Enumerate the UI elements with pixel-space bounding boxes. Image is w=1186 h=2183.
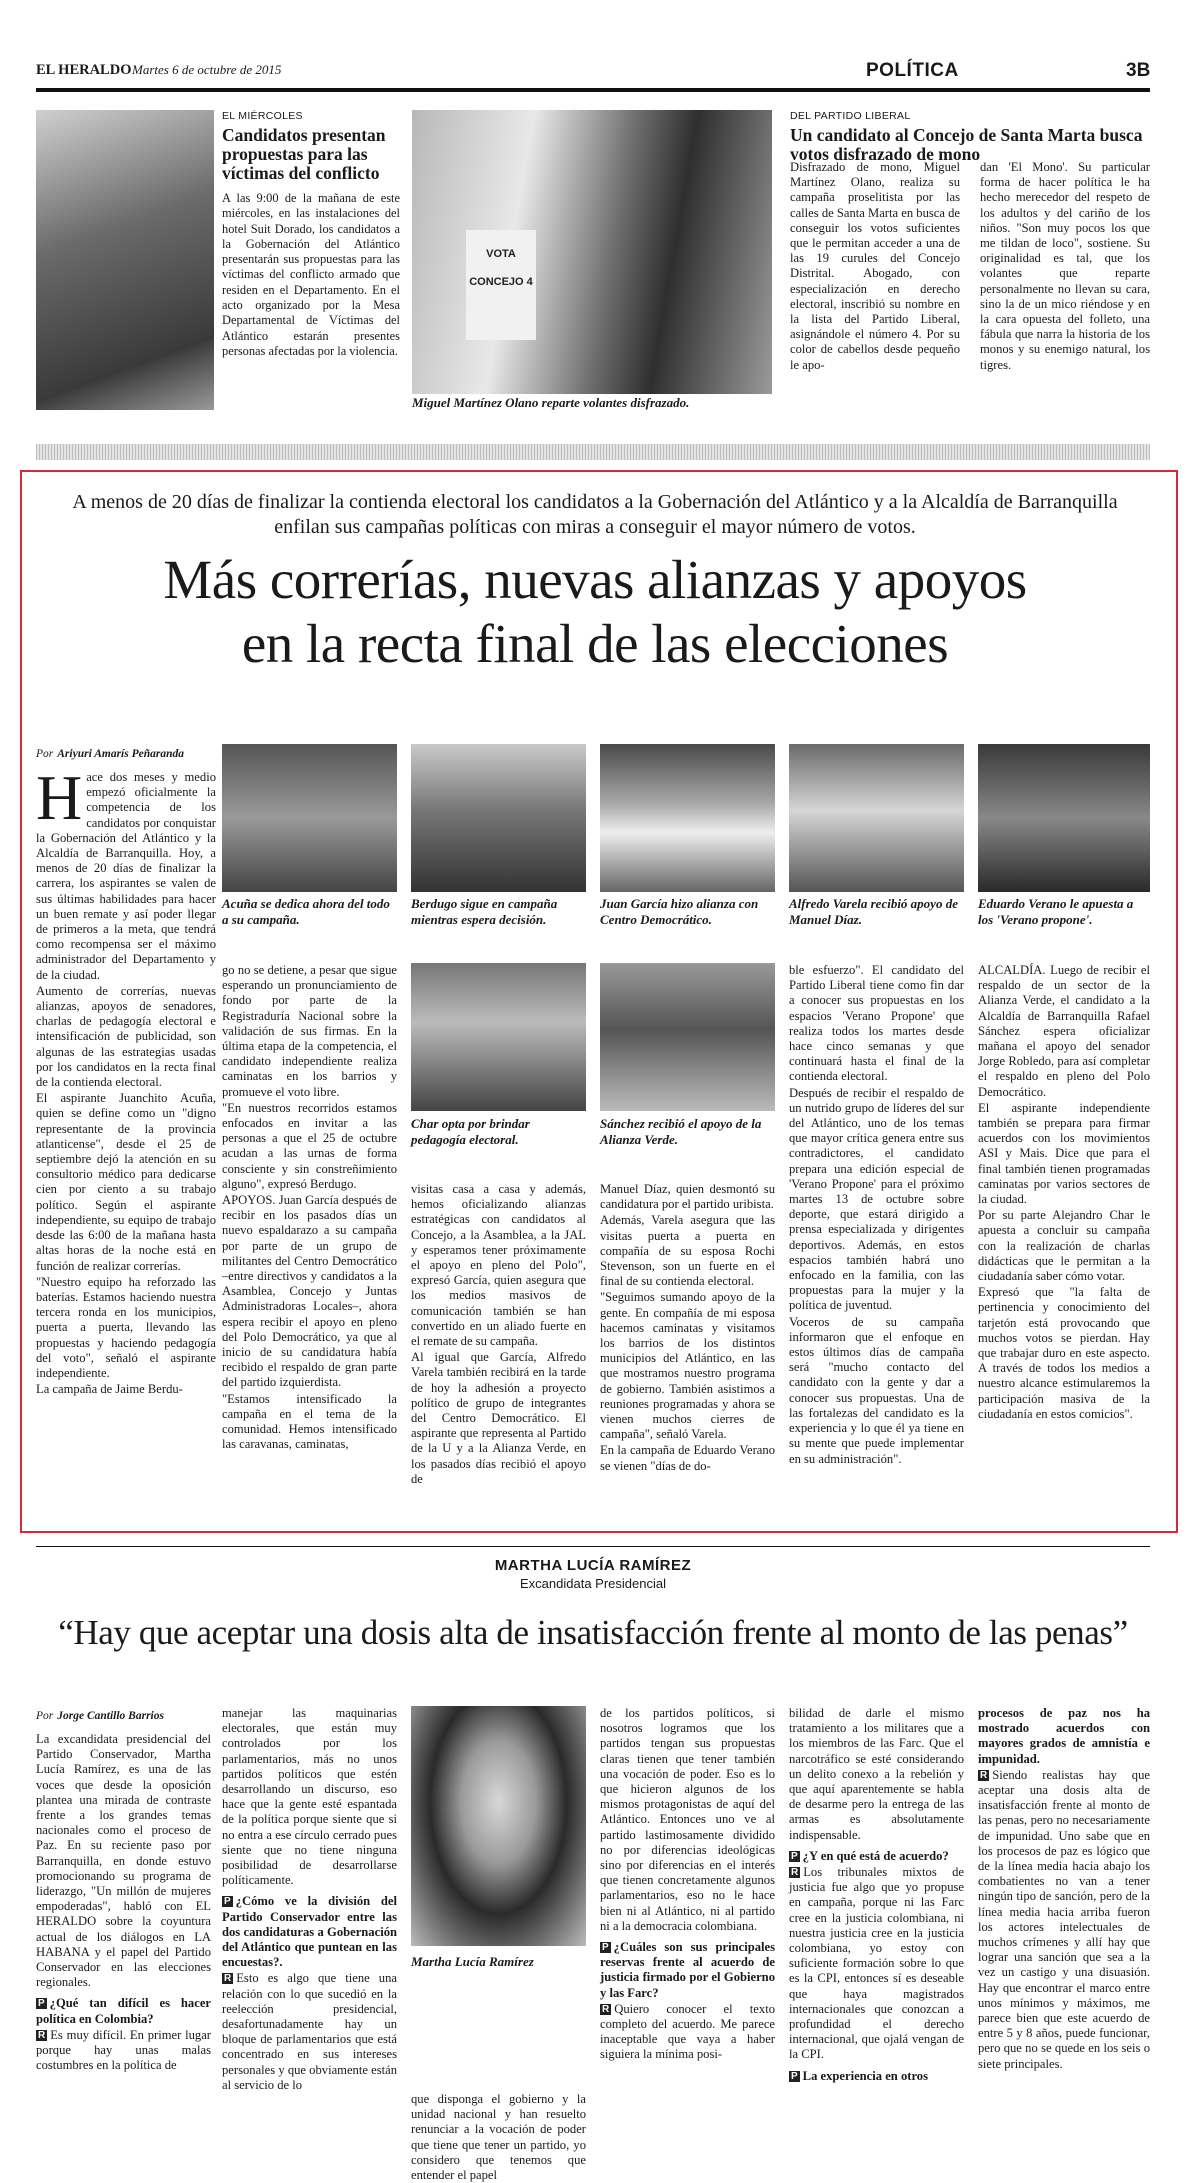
question-marker-icon: P [791, 2070, 798, 2082]
answer-marker-icon: R [791, 1867, 799, 1879]
interview-role: Excandidata Presidencial [520, 1576, 666, 1591]
main-col5-p2: Después de recibir el respaldo de un nutrido grupo de líderes del sur del Atlántico, uno de los temas que mayor crítica genera entre sus contradictores, el candidato prepara una edición especial de 'Verano Propone' para el próximo martes 13 de octubre sobre deporte, que estará dirigido a prensa especializada y dirigentes deportivos. Además, en estos espacios también habrá uno enfocado en la familia, con las propuestas para la mujer y la política de juventud. [789, 1085, 964, 1313]
photo-char [411, 963, 586, 1111]
story1-title: Candidatos presentan propuestas para las víctimas del conflicto [222, 125, 386, 183]
photo-berdugo [411, 744, 586, 892]
main-col3-p1: visitas casa a casa y además, hemos oficializando alianzas estratégicas con candidatos al Concejo, a la Asamblea, a la JAL y esperamos tener próximamente el apoyo en pleno del Polo", expresó García, quien asegura que los medios masivos de comunicación también se han convertido en un aliado fuerte en el remate de su campaña. [411, 1182, 586, 1349]
interview-col5 [789, 1706, 964, 2085]
header-date: Martes 6 de octubre de 2015 [132, 62, 282, 77]
section-name: POLÍTICA [866, 60, 959, 81]
main-col4 [600, 1182, 775, 1475]
main-col2 [222, 963, 397, 1454]
caption-verano: Eduardo Verano le apuesta a los 'Verano propone'. [978, 896, 1134, 927]
main-byline [36, 744, 184, 762]
page-number: 3B [1126, 60, 1151, 81]
photo-varela [789, 744, 964, 892]
interview-col4-text: de los partidos políticos, si nosotros logramos que los partidos tengan sus propuestas claras tienen que tener también una vocación de poder. Eso es lo que hicieron algunos de los mismos protagonistas de aquí del Atlántico. Entonces uno ve al partido lastimosamente dividido no por diferencias ideológicas sino por diferencias en el interés que tienen concretamente algunos parlamentarios, eso no le hace bien ni al Atlántico, ni al partido ni a la democracia colombiana. [600, 1706, 775, 1933]
story1-kicker: EL MIÉRCOLES [222, 110, 303, 122]
masthead: EL HERALDO [36, 62, 132, 78]
main-col3-p2: Al igual que García, Alfredo Varela también recibirá en la tarde de hoy la adhesión a proyecto político de grupo de integrantes del Centro Democrático. El aspirante que representa al Partido de la U y a la Alianza Verde, en los pasados días recibió el apoyo de [411, 1350, 586, 1486]
question-marker-icon: P [38, 1998, 45, 2010]
main-col5-p3: Voceros de su campaña informaron que el enfoque en estos últimos días de campaña será "mucho contacto del candidato con la gente y dar a conocer sus propuestas. Una de las fortalezas del candidato es la experiencia y lo que él ya tiene en su mente que puede implementar en su administración". [789, 1314, 964, 1466]
story2-col1: Disfrazado de mono, Miguel Martínez Olano, realiza su campaña proselitista por las calles de Santa Marta en busca de conseguir los votos suficientes que le permitan acceder a una de las 19 curules del Concejo Distrital. Abogado, con especialización en derecho electoral, inscribió su nombre en la lista del Partido Liberal, asignándole el número 4. Por su color de cabellos desde pequeño le apo- [790, 160, 960, 372]
interview-q5-cont: procesos de paz nos ha mostrado acuerdos con mayores grados de amnistía e impunidad. [978, 1706, 1150, 1766]
story2-photo [412, 110, 772, 394]
story2-title: Un candidato al Concejo de Santa Marta busca votos disfrazado de mono [790, 125, 1143, 164]
interview-headline: “Hay que aceptar una dosis alta de insatisfacción frente al monto de las penas” [58, 1613, 1128, 1652]
divider-band [36, 444, 1150, 460]
main-col6-p1: ALCALDÍA. Luego de recibir el respaldo de un sector de la Alianza Verde, el candidato a la Alcaldía de Barranquilla Rafael Sánchez espera oficializar mañana el apoyo del senador Jorge Robledo, para así completar el respaldo en pleno del Polo Democrático. [978, 963, 1150, 1099]
byline-author: Ariyuri Amarís Peñaranda [57, 748, 184, 760]
interview-q5: P La experiencia en otros [791, 2068, 929, 2083]
main-col3 [411, 1182, 586, 1488]
interview-byline-author: Jorge Cantillo Barrios [57, 1710, 164, 1722]
main-col2-p4: "Estamos intensificado la campaña en el tema de la comunidad. Hemos intensificado las caravanas, caminatas, [222, 1391, 397, 1452]
main-col1 [36, 762, 216, 1398]
photo-verano [978, 744, 1150, 892]
interview-a2: R Esto es algo que tiene una relación con lo que sucedió en la reelección presidencial, desafortunadamente hay un bloque de parlamentarios que está concentrado en sus intereses personales y que obviamente están al servicio de lo [222, 1971, 397, 2092]
answer-marker-icon: R [980, 1769, 988, 1781]
main-col5-p1: ble esfuerzo". El candidato del Partido Liberal tiene como fin dar a conocer sus propuestas en los espacios 'Verano Propone' que realiza todos los martes desde hace cinco semanas y que continuará hasta el final de la contienda electoral. [789, 963, 964, 1084]
answer-marker-icon: R [602, 2003, 610, 2015]
interview-photo [411, 1706, 586, 1946]
main-col5 [789, 963, 964, 1468]
main-col2-p3: APOYOS. Juan García después de recibir en los pasados días un nuevo espaldarazo a su campaña por parte de un grupo de militantes del Centro Democrático –entre directivos y candidatos a la Asamblea, Concejo y Juntas Administradoras Locales–, ahora espera recibir el apoyo en pleno del Polo Democrático, ya que al inicio de su candidatura había recibido el respaldo de gran parte del partido izquierdista. [222, 1193, 397, 1390]
interview-a1: R Es muy difícil. En primer lugar porque hay unas malas costumbres en la política de [36, 2027, 211, 2073]
main-col2-p2: "En nuestros recorridos estamos enfocados en invitar a las personas a que el 25 de octubre acudan a las urnas de forma consciente y sin constreñimiento alguno", expresó Berdugo. [222, 1100, 397, 1191]
interview-col2 [222, 1706, 397, 2094]
main-col1-p2: Aumento de correrías, nuevas alianzas, apoyos de senadores, charlas de pedagogía electoral e intensificación de publicidad, son algunas de las estrategias usadas por los candidatos en la recta final de la contienda electoral. [36, 983, 216, 1090]
caption-varela: Alfredo Varela recibió apoyo de Manuel Díaz. [789, 896, 958, 927]
caption-char: Char opta por brindar pedagogía electoral. [411, 1116, 530, 1147]
interview-col4 [600, 1706, 775, 2064]
photo-garcia [600, 744, 775, 892]
caption-berdugo: Berdugo sigue en campaña mientras espera decisión. [411, 896, 558, 927]
main-col1-p5: La campaña de Jaime Berdu- [36, 1382, 183, 1397]
story2-photo-caption: Miguel Martínez Olano reparte volantes disfrazado. [412, 395, 690, 410]
main-headline [30, 548, 1160, 676]
main-col4-p3: "Seguimos sumando apoyo de la gente. En compañía de mi esposa hacemos caminatas y visitamos los barrios de los distintos municipios del Atlántico, en las que mostramos nuestro programa de gobierno. También asistimos a reuniones programadas y ahora se vienen muchos cierres de campaña", señaló Varela. [600, 1290, 775, 1442]
main-col6-p4: Expresó que "la falta de pertinencia y conocimiento del tarjetón está provocando que muchos votos se pierdan. Hay que trabajar duro en este aspecto. A través de todos los medios a nuestro alcance estimularemos la participación masiva de la ciudadanía en estos comicios". [978, 1285, 1150, 1421]
main-col6-p3: Por su parte Alejandro Char le apuesta a concluir su campaña con la realización de charlas didácticas que le permitan a la ciudadanía saber cómo votar. [978, 1208, 1150, 1284]
story1-body: A las 9:00 de la mañana de este miércoles, en las instalaciones del hotel Suit Dorado, los candidatos a la Gobernación del Atlántico presentarán sus propuestas para las víctimas del conflicto armado que residen en el Departamento. En el acto organizado por la Mesa Departamental de Víctimas del Atlántico estarán presentes personas afectadas por la violencia. [222, 191, 400, 358]
main-col2-p1: go no se detiene, a pesar que sigue esperando un pronunciamiento de fondo por parte de la Registraduría Nacional sobre la validación de sus firmas. En la última etapa de la competencia, el candidato independiente realiza caminatas en los barrios y promueve el voto libre. [222, 963, 397, 1099]
main-col4-p4: En la campaña de Eduardo Verano se vienen "días de do- [600, 1443, 775, 1473]
interview-byline-prefix: Por [36, 1710, 54, 1722]
interview-name: MARTHA LUCÍA RAMÍREZ [494, 1557, 692, 1574]
interview-intro: La excandidata presidencial del Partido Conservador, Martha Lucía Ramírez, es una de las voces que desde la oposición plantea una mirada de contraste frente a los grandes temas nacionales como el proceso de Paz. En su reciente paso por Barranquilla, en donde estuvo promocionando su programa de liderazgo, "Un millón de mujeres empoderadas", habló con EL HERALDO sobre la coyuntura actual de los diálogos en LA HABANA y el papel del Partido Conservador en las elecciones regionales. [36, 1732, 211, 1990]
main-col1-p4: "Nuestro equipo ha reforzado las baterías. Estamos haciendo nuestra tercera ronda en los municipios, puerta a puerta, llevando las propuestas y haciendo pedagogía del voto", señaló el aspirante independiente. [36, 1274, 216, 1380]
caption-garcia: Juan García hizo alianza con Centro Democrático. [600, 896, 759, 927]
story2-col2: dan 'El Mono'. Su particular forma de hacer política le ha hecho merecedor del respeto de los adultos y del cariño de los niños. "Son muy pocos los que me tildan de loco", sostiene. Su originalidad es tal, que los volantes que reparte personalmente no llevan su cara, sino la de un mico riéndose y en la cara opuesta del folleto, una fábula que narra la historia de los monos y su enemigo natural, los tigres. [980, 160, 1150, 372]
photo-acuna [222, 744, 397, 892]
interview-col1 [36, 1732, 211, 2074]
answer-marker-icon: R [38, 2029, 46, 2041]
answer-marker-icon: R [224, 1973, 232, 1985]
caption-acuna: Acuña se dedica ahora del todo a su campaña. [222, 896, 390, 927]
main-col4-p2: Además, Varela asegura que las visitas puerta a puerta en compañía de su esposa Rochi Stevenson, son un fuerte en el final de su contienda electoral. [600, 1213, 775, 1289]
interview-col2-text: manejar las maquinarias electorales, que están muy controlados por los parlamentarios, más no unos partidos políticos que estén desarrollando un discurso, eso hace que la gente esté espantada de la política porque siente que si no entra a ese círculo cerrado pues siente que no tiene ninguna posibilidad de desarrollarse políticamente. [222, 1706, 397, 1888]
interview-col5-text: bilidad de darle el mismo tratamiento a los militares que a los miembros de las Farc. Que el narcotráfico se esté considerando un delito conexo a la rebelión y que aquí aparentemente se habla de desarme pero la entrega de las armas es absolutamente indispensable. [789, 1706, 964, 1842]
main-col1-p3: El aspirante Juanchito Acuña, quien se define como un "digno representante de la provincia atlanticense", desde el 25 de septiembre dejó la atención en su consultorio médico para dedicarse cien por ciento a su trabajo político. Según el aspirante independiente, su equipo de trabajo desde las 6:00 de la mañana hasta altas horas de la noche está en función de realizar correrías. [36, 1091, 216, 1273]
main-col6-p2: El aspirante independiente también se prepara para firmar acuerdos con los movimientos ASI y Mais. Dice que para el final también tienen programadas caminatas por varios sectores de la ciudad. [978, 1100, 1150, 1207]
headline-line-1: Más correrías, nuevas alianzas y apoyos [163, 549, 1027, 610]
interview-q3: P ¿Cuáles son sus principales reservas frente al acuerdo de justicia firmado por el Gobierno y las Farc? [600, 1940, 775, 2000]
interview-col3: que disponga el gobierno y la unidad nacional y han resuelto renunciar a la vocación de poder que tiene que tener un partido, yo considero que tenemos que entender el papel [411, 2092, 586, 2183]
byline-prefix: Por [36, 748, 54, 760]
interview-byline [36, 1706, 164, 1724]
photo-sanchez [600, 963, 775, 1111]
question-marker-icon: P [791, 1850, 798, 1862]
interview-a4: R Los tribunales mixtos de justicia fue algo que yo propuse en campaña, porque ni las Farc cree en la justicia colombiana, ni nuestra justicia cree en la justicia colombiana, yo estoy con suficiente formación sobre lo que es la CPI, entonces sí es deseable que haya magistrados internacionales que conozcan a profundidad el derecho internacional, que ojalá vengan de la CPI. [789, 1865, 964, 2062]
campaign-sign: VOTA CONCEJO 4 [466, 230, 536, 340]
question-marker-icon: P [224, 1896, 231, 1908]
interview-col6 [978, 1706, 1150, 2073]
drop-cap: H [36, 762, 83, 833]
interview-q4: P ¿Y en qué está de acuerdo? [791, 1848, 949, 1863]
main-col1-p1: ace dos meses y medio empezó oficialmente la competencia de los candidatos por conquistar la Gobernación del Atlántico y la Alcaldía de Barranquilla. Hoy, a menos de 20 días de finalizar la carrera, los aspirantes se valen de sus últimas habilidades para hacer un buen remate y así poder llegar de primeros a la meta, que tendrá como recompensa ser el máximo administrador del Departamento y de la ciudad. [36, 770, 216, 982]
interview-photo-caption: Martha Lucía Ramírez [411, 1954, 534, 1969]
caption-sanchez: Sánchez recibió el apoyo de la Alianza Verde. [600, 1116, 762, 1147]
story2-kicker: DEL PARTIDO LIBERAL [790, 110, 911, 122]
headline-line-2: en la recta final de las elecciones [241, 613, 949, 674]
story1-photo [36, 110, 214, 410]
interview-q1: P ¿Qué tan difícil es hacer política en Colombia? [36, 1996, 211, 2026]
main-col4-p1: Manuel Díaz, quien desmontó su candidatura por el partido uribista. [600, 1182, 775, 1212]
question-marker-icon: P [602, 1942, 609, 1954]
main-col6 [978, 963, 1150, 1423]
header-rule [36, 88, 1150, 92]
story2 [790, 110, 1150, 164]
interview-rule [36, 1546, 1150, 1547]
interview-a3: R Quiero conocer el texto completo del acuerdo. Me parece inaceptable que vaya a haber siguiera la mínima posi- [600, 2001, 775, 2062]
story1 [222, 110, 400, 359]
interview-a5: R Siendo realistas hay que aceptar una dosis alta de insatisfacción frente al monto de las penas, pero no necesariamente de impunidad. Uno sabe que en los procesos de paz es lógico que de la línea media hacia abajo los combatientes no van a tener ningún tipo de sanción, pero de la línea media hacia arriba fueron los actores intelectuales de muchos crímenes y allí hay que lograr una sanción que sea a la vez un castigo y una disuasión. Hay que encontrar el marco entre unos mínimos y máximos, me parece bien que este acuerdo de entre 5 y 8 años, puede funcionar, pero que no se quede en los seis o siete principales. [978, 1767, 1150, 2071]
page-header [36, 58, 1150, 98]
interview-q2: P ¿Cómo ve la división del Partido Conservador entre las dos candidaturas a Gobernación del Atlántico que puntean en las encuestas?. [222, 1894, 397, 1970]
main-deck: A menos de 20 días de finalizar la contienda electoral los candidatos a la Gobernación del Atlántico y a la Alcaldía de Barranquilla enfilan sus campañas políticas con miras a conseguir el mayor número de votos. [72, 491, 1118, 538]
